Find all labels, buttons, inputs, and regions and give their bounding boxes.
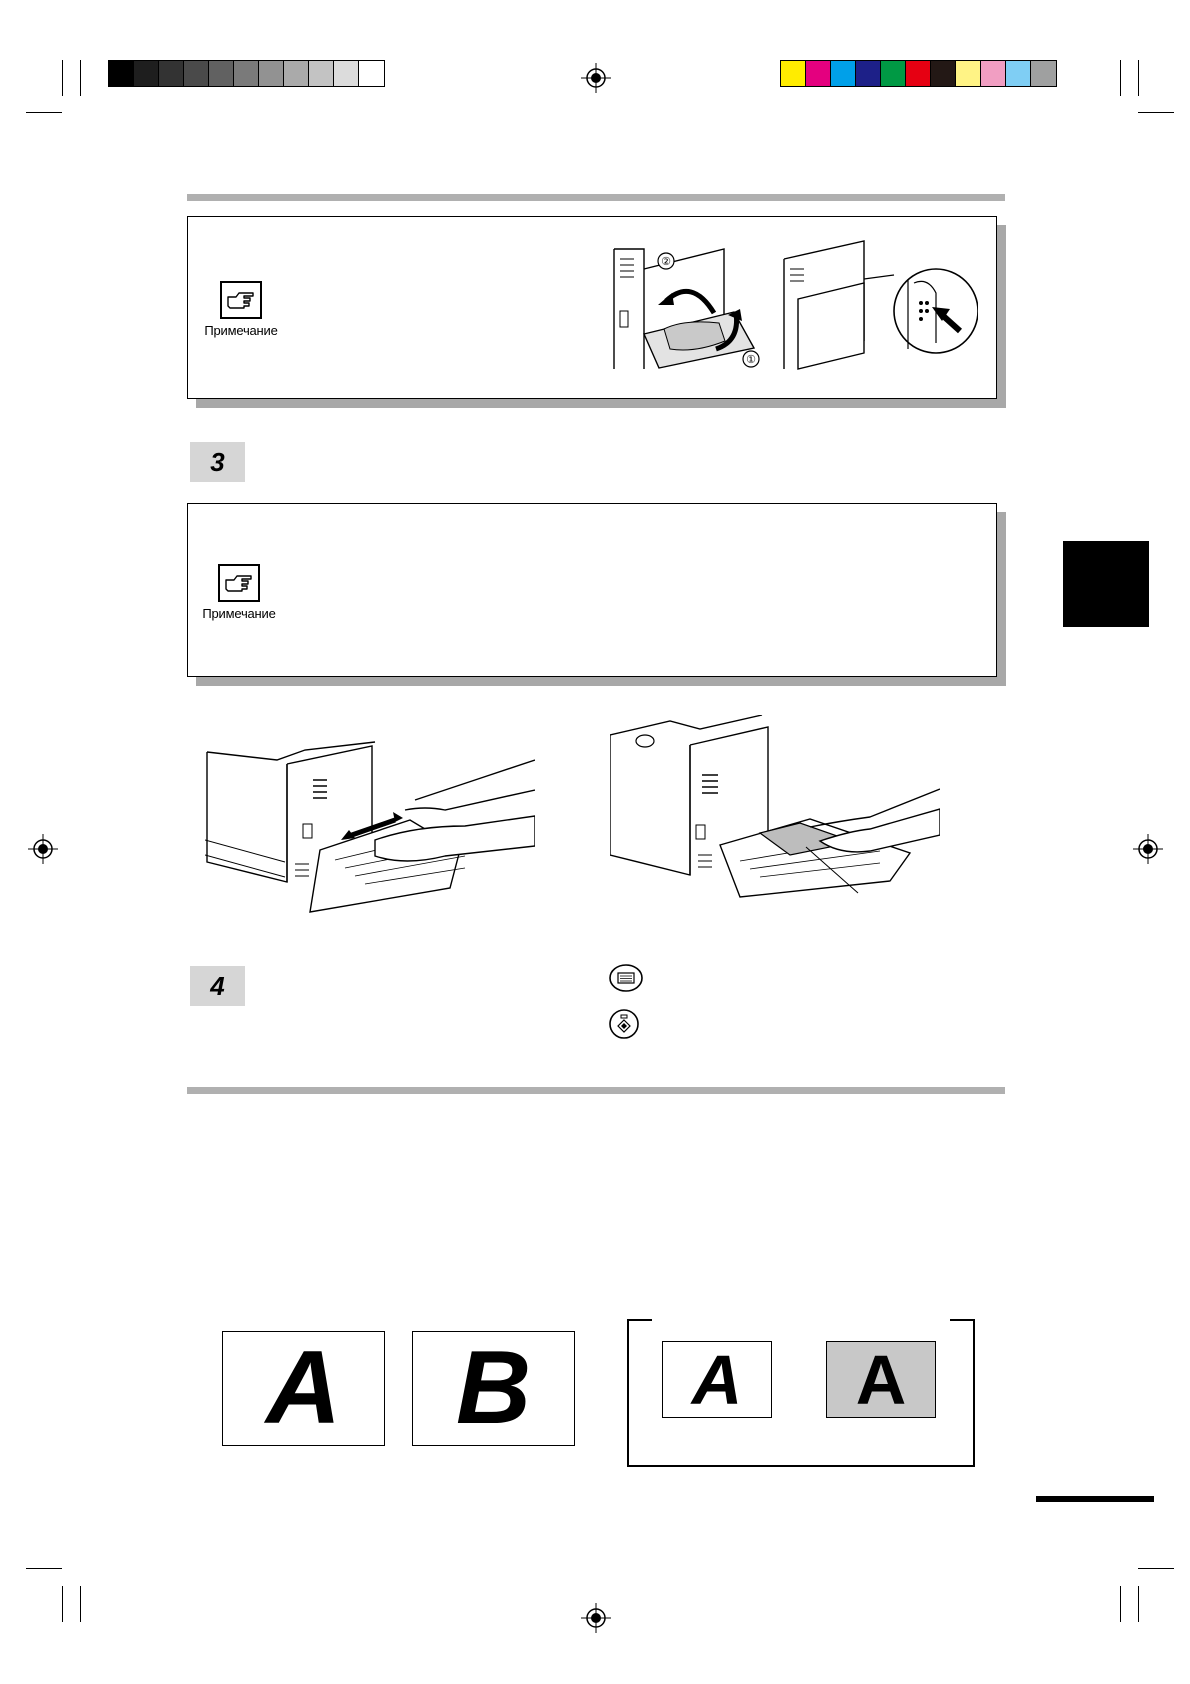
section-rule-bottom (187, 1087, 1005, 1094)
color-swatch (856, 61, 881, 86)
letter-a-dark: A (855, 1340, 907, 1419)
callout-2: ② (661, 256, 671, 268)
note-box-2 (187, 503, 997, 677)
bypass-tray-closed-illustration (778, 239, 978, 379)
color-swatch (906, 61, 931, 86)
gray-swatch (134, 61, 159, 86)
color-control-bar (780, 60, 1057, 87)
gray-scale-bar (108, 60, 385, 87)
original-example-a (222, 1331, 385, 1446)
gray-swatch (309, 61, 334, 86)
callout-1: ① (746, 354, 756, 366)
registration-mark-icon (28, 834, 58, 864)
section-rule-top (187, 194, 1005, 201)
note-label: Примечание (202, 606, 276, 621)
hand-pointer-icon (220, 281, 262, 319)
gray-swatch (284, 61, 309, 86)
paper-guide-adjust-illustration (205, 740, 535, 930)
note-box-1 (187, 216, 997, 399)
color-swatch (981, 61, 1006, 86)
note-badge (201, 281, 281, 338)
note-badge (199, 564, 279, 621)
page-end-bar (1036, 1496, 1154, 1502)
step-number-4: 4 (190, 966, 245, 1006)
gray-swatch (184, 61, 209, 86)
gray-swatch (234, 61, 259, 86)
copy-example-light (662, 1341, 772, 1418)
hand-pointer-icon (218, 564, 260, 602)
registration-mark-icon (581, 1603, 611, 1633)
color-swatch (781, 61, 806, 86)
color-swatch (831, 61, 856, 86)
gray-swatch (159, 61, 184, 86)
paper-tray-key-icon (608, 962, 644, 994)
chapter-tab (1063, 541, 1149, 627)
registration-mark-icon (581, 63, 611, 93)
original-example-b (412, 1331, 575, 1446)
color-swatch (806, 61, 831, 86)
color-swatch (931, 61, 956, 86)
copy-example-dark (826, 1341, 936, 1418)
color-swatch (881, 61, 906, 86)
color-swatch (1006, 61, 1031, 86)
step-number-3: 3 (190, 442, 245, 482)
bypass-tray-fold-illustration (606, 239, 766, 379)
gray-swatch (334, 61, 359, 86)
color-swatch (1031, 61, 1056, 86)
registration-mark-icon (1133, 834, 1163, 864)
start-key-icon (608, 1008, 640, 1040)
letter-a-light: A (691, 1340, 743, 1419)
color-swatch (956, 61, 981, 86)
gray-swatch (109, 61, 134, 86)
letter-a: A (265, 1330, 342, 1446)
gray-swatch (209, 61, 234, 86)
gray-swatch (259, 61, 284, 86)
gray-swatch (359, 61, 384, 86)
load-paper-bypass-illustration (610, 715, 940, 925)
letter-b: B (455, 1330, 532, 1446)
note-label: Примечание (204, 323, 278, 338)
